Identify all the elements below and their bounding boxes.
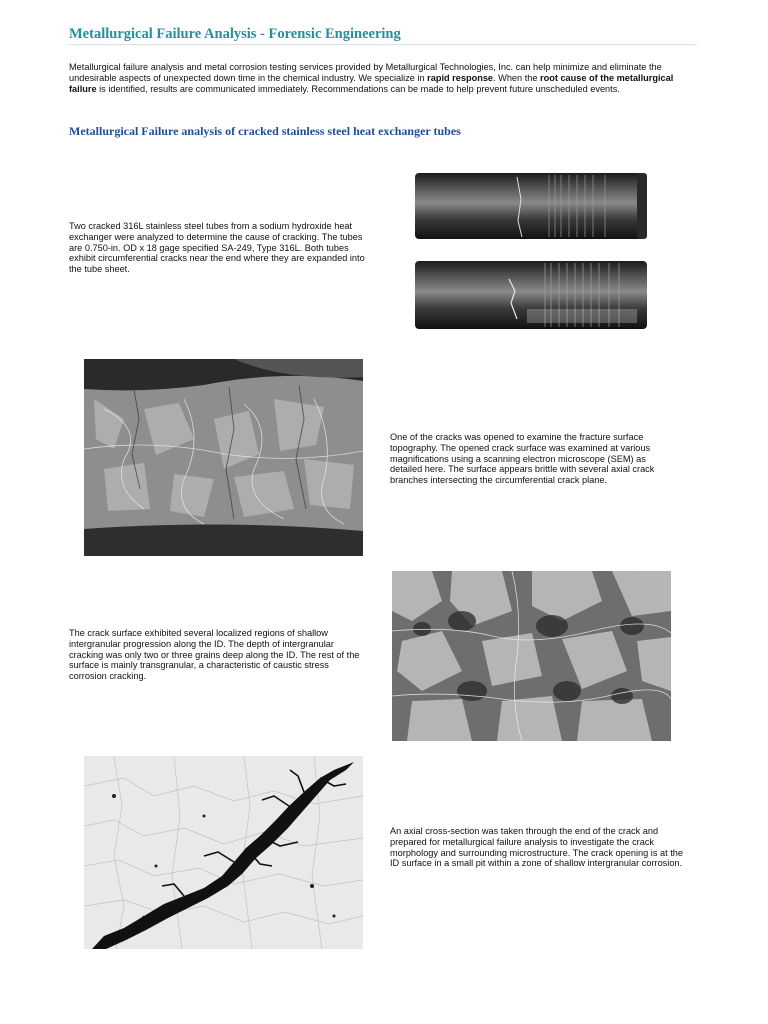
intro-bold-rapid-response: rapid response — [427, 73, 494, 84]
section-title: Metallurgical Failure analysis of cracked stainless steel heat exchanger tubes — [69, 124, 461, 138]
intro-text-3: is identified, results are communicated immediately. Recommendations can be made to help prevent future unscheduled events. — [96, 84, 620, 95]
paragraph-tubes: Two cracked 316L stainless steel tubes from a sodium hydroxide heat exchanger were analyzed to determine the cause of cracking. The tubes are 0.750-in. OD x 18 gage specified SA-249, Type 316L. Both tubes exhibit circumferential cracks near the end where they are expanded into the tube sheet. — [69, 221, 365, 275]
cross-section-graphic — [84, 756, 363, 949]
intro-paragraph — [69, 62, 699, 96]
cross-section-micrograph — [84, 756, 363, 949]
intro-text-1: Metallurgical failure analysis and metal corrosion testing services provided by Metallurgical Technologies, Inc. can help minimize and eliminate the undesirable aspects of unexpected down time in the chemical industry. We specialize in — [69, 62, 662, 84]
tubes-photo — [409, 159, 671, 345]
intergranular-sem-image — [392, 571, 671, 741]
fracture-surface-sem-image — [84, 359, 363, 556]
intergranular-graphic — [392, 571, 671, 741]
page-title: Metallurgical Failure Analysis - Forensic Engineering — [69, 26, 401, 42]
tubes-photo-graphic — [409, 159, 671, 345]
paragraph-cross-section: An axial cross-section was taken through the end of the crack and prepared for metallurgical failure analysis to investigate the crack morphology and surrounding microstructure. The crack opening is at the ID surface in a small pit within a zone of shallow intergranular corrosion. — [390, 826, 683, 869]
paragraph-crack-surface: The crack surface exhibited several localized regions of shallow intergranular progression along the ID. The depth of intergranular cracking was only two or three grains deep along the ID. The rest of the surface is mainly transgranular, a characteristic of caustic stress corrosion cracking. — [69, 628, 360, 682]
fracture-surface-graphic — [84, 359, 363, 556]
intro-bold-root-cause: root cause of the metallurgical failure — [69, 73, 674, 95]
intro-text-2: . When the — [493, 73, 541, 84]
paragraph-fracture: One of the cracks was opened to examine the fracture surface topography. The opened crack surface was examined at various magnifications using a scanning electron microscope (SEM) as detailed here. The surface appears brittle with several axial crack branches intersecting the circumferential crack plane. — [390, 432, 655, 486]
title-divider — [69, 44, 697, 45]
